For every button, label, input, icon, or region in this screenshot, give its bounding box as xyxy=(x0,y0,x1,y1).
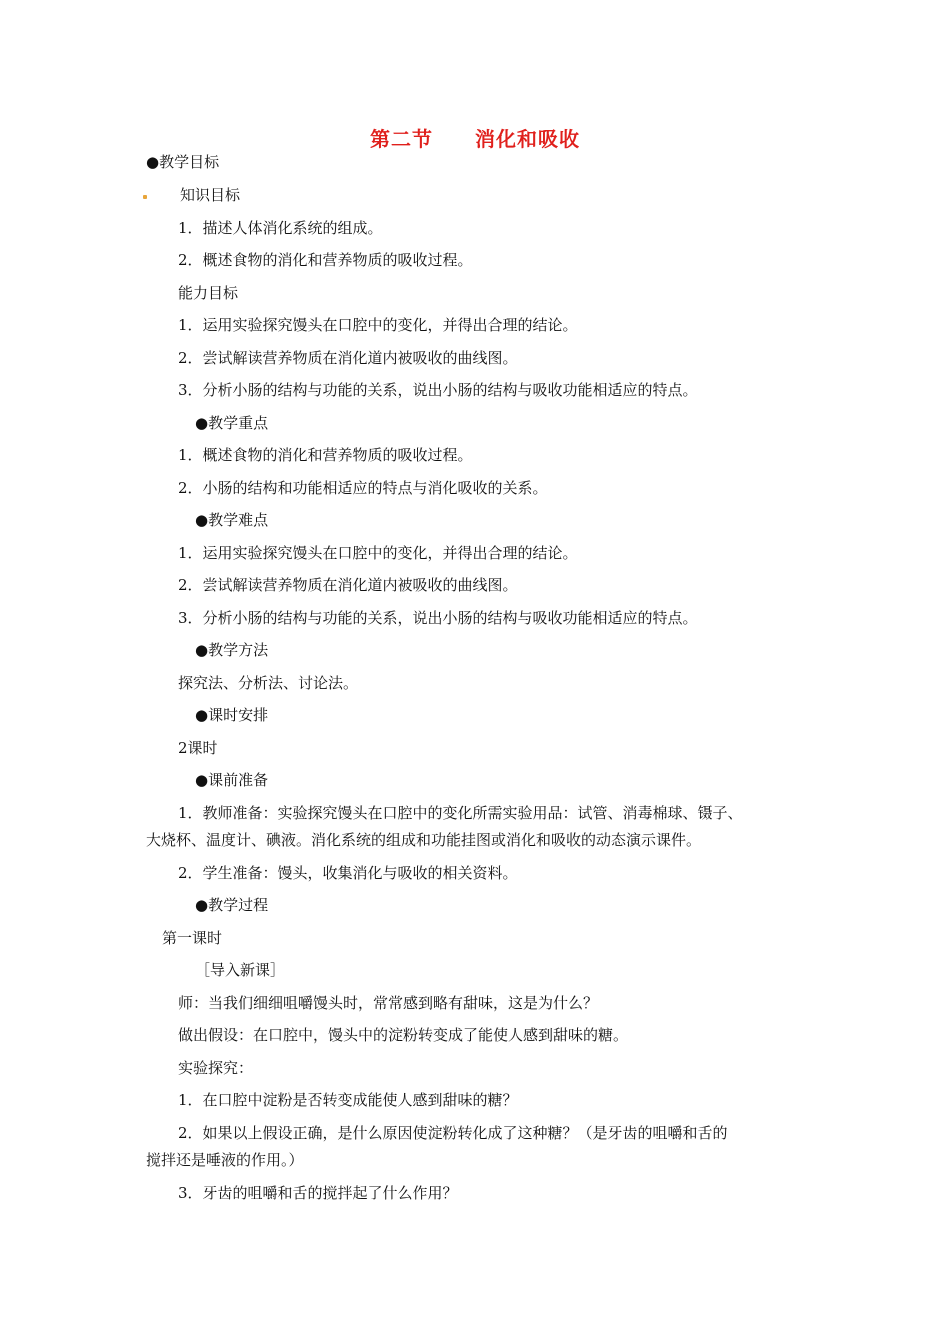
heading-teaching-process: ●教学过程 xyxy=(195,896,269,914)
text-line: 做出假设：在口腔中，馒头中的淀粉转变成了能使人感到甜味的糖。 xyxy=(178,1026,629,1044)
text-line: 3．分析小肠的结构与功能的关系，说出小肠的结构与吸收功能相适应的特点。 xyxy=(178,381,698,399)
text-line: 师：当我们细细咀嚼馒头时，常常感到略有甜味，这是为什么？ xyxy=(178,994,599,1012)
text-line: 搅拌还是唾液的作用。） xyxy=(146,1151,304,1169)
text-line: 2课时 xyxy=(178,739,218,757)
text-line: 2．如果以上假设正确，是什么原因使淀粉转化成了这种糖？（是牙齿的咀嚼和舌的 xyxy=(178,1124,728,1142)
text-line: 3．牙齿的咀嚼和舌的搅拌起了什么作用？ xyxy=(178,1184,458,1202)
text-line: 2．尝试解读营养物质在消化道内被吸收的曲线图。 xyxy=(178,349,518,367)
heading-teaching-focus: ●教学重点 xyxy=(195,414,269,432)
text-line: 1．运用实验探究馒头在口腔中的变化，并得出合理的结论。 xyxy=(178,316,578,334)
text-line: 1．运用实验探究馒头在口腔中的变化，并得出合理的结论。 xyxy=(178,544,578,562)
text-line: 1．教师准备：实验探究馒头在口腔中的变化所需实验用品：试管、消毒棉球、镊子、 xyxy=(178,804,743,822)
heading-teaching-objectives: ●教学目标 xyxy=(146,153,220,171)
page-title: 第二节 消化和吸收 xyxy=(370,127,580,151)
heading-teaching-difficulties: ●教学难点 xyxy=(195,511,269,529)
text-line: 实验探究： xyxy=(178,1059,254,1077)
text-line: 1．在口腔中淀粉是否转变成能使人感到甜味的糖？ xyxy=(178,1091,518,1109)
subheading-introduction: ［导入新课］ xyxy=(195,961,286,979)
subheading-ability-objectives: 能力目标 xyxy=(178,284,239,302)
text-line: 探究法、分析法、讨论法。 xyxy=(178,674,359,692)
text-line: 2．学生准备：馒头，收集消化与吸收的相关资料。 xyxy=(178,864,518,882)
subheading-knowledge-objectives: 知识目标 xyxy=(180,186,241,204)
text-line: 3．分析小肠的结构与功能的关系，说出小肠的结构与吸收功能相适应的特点。 xyxy=(178,609,698,627)
subheading-first-lesson: 第一课时 xyxy=(162,929,223,947)
text-line: 2．概述食物的消化和营养物质的吸收过程。 xyxy=(178,251,473,269)
text-line: 2．尝试解读营养物质在消化道内被吸收的曲线图。 xyxy=(178,576,518,594)
text-line: 1．概述食物的消化和营养物质的吸收过程。 xyxy=(178,446,473,464)
text-line: 1．描述人体消化系统的组成。 xyxy=(178,219,383,237)
text-line: 2．小肠的结构和功能相适应的特点与消化吸收的关系。 xyxy=(178,479,548,497)
text-line: 大烧杯、温度计、碘液。消化系统的组成和功能挂图或消化和吸收的动态演示课件。 xyxy=(146,831,702,849)
margin-mark xyxy=(143,195,147,199)
heading-preparation: ●课前准备 xyxy=(195,771,269,789)
heading-class-hours: ●课时安排 xyxy=(195,706,269,724)
heading-teaching-methods: ●教学方法 xyxy=(195,641,269,659)
